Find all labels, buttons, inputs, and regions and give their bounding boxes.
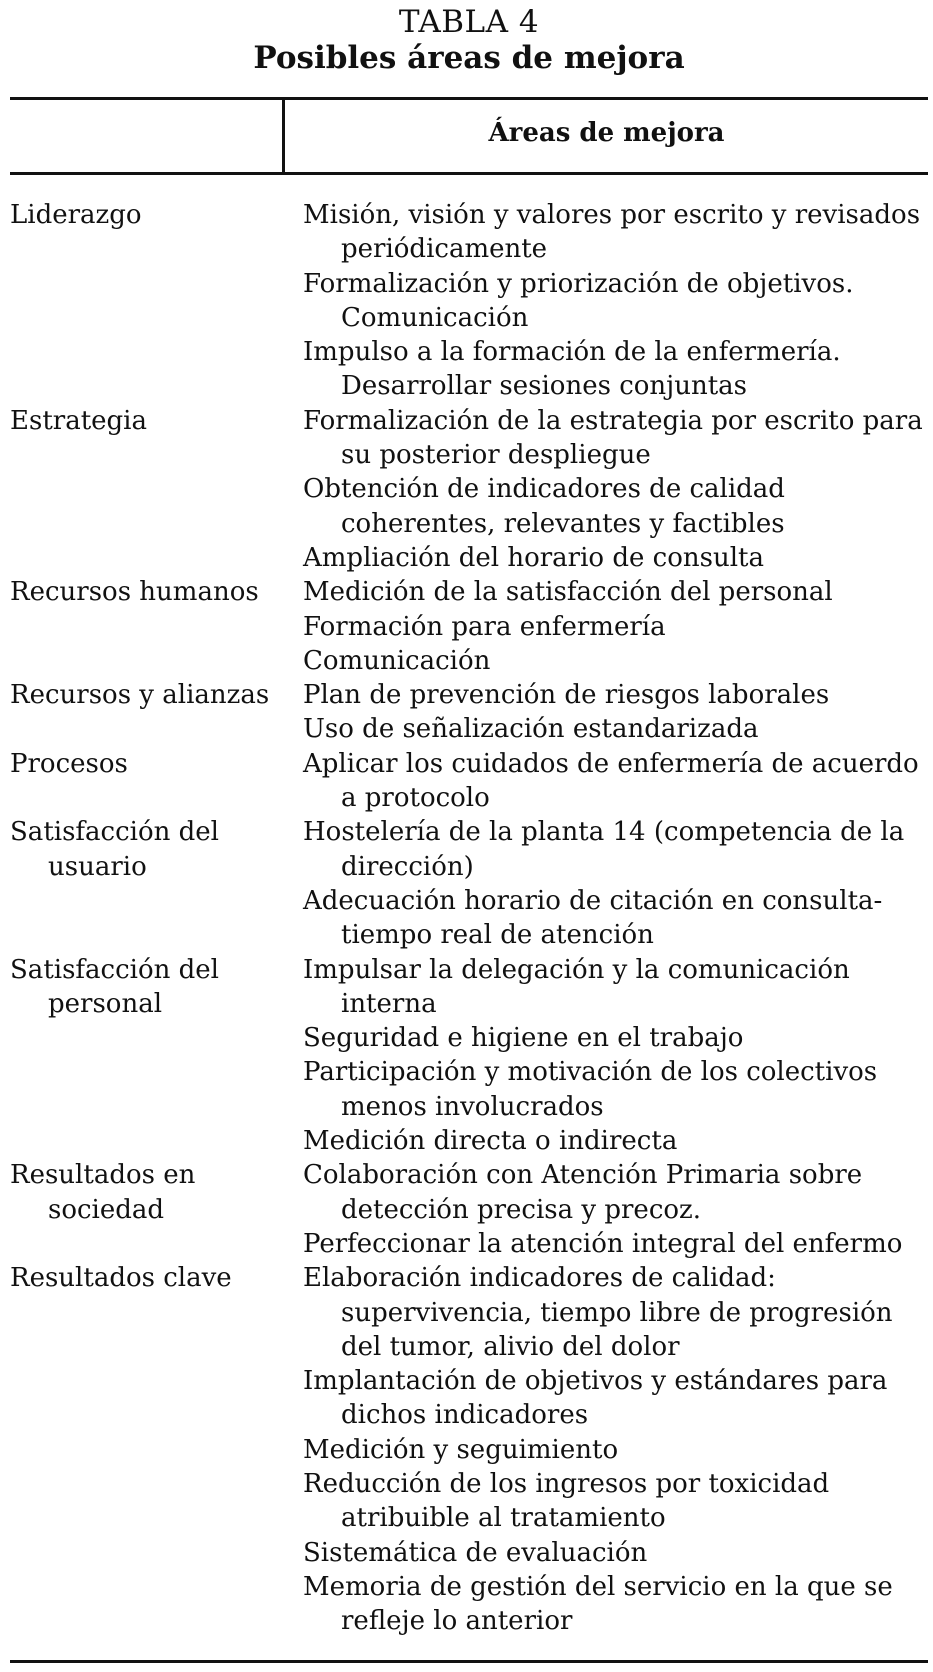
improvement-area-item: Implantación de objetivos y estándares para dichos indicadores — [303, 1366, 888, 1431]
criterion-cell — [10, 1158, 282, 1261]
table-page — [10, 0, 928, 1637]
improvement-area-item: Sistemática de evaluación — [303, 1537, 648, 1568]
criterion-cell — [10, 815, 282, 952]
table-row — [10, 678, 928, 747]
table-header — [10, 100, 928, 172]
improvement-area-item: Impulsar la delegación y la comunicación interna — [303, 954, 850, 1019]
improvement-area-item: Plan de prevención de riesgos laborales — [303, 680, 830, 711]
table-row — [10, 575, 928, 678]
criterion-cell — [10, 575, 282, 678]
improvement-area-item: Participación y motivación de los colectivos menos involucrados — [303, 1057, 878, 1122]
criterion-cell — [10, 404, 282, 575]
table-row — [10, 1158, 928, 1261]
improvement-area-item: Medición directa o indirecta — [303, 1126, 678, 1157]
improvement-areas-cell — [282, 404, 928, 575]
improvement-area-item: Obtención de indicadores de calidad coherentes, relevantes y factibles — [303, 474, 785, 539]
table-row — [10, 815, 928, 952]
criterion-label: Satisfacción del — [10, 817, 219, 848]
table-number: TABLA 4 — [398, 4, 540, 40]
header-rule — [10, 172, 928, 175]
table-body — [10, 198, 928, 1638]
criterion-label: personal — [48, 988, 163, 1019]
criterion-cell — [10, 953, 282, 1159]
improvement-area-item: Comunicación — [303, 645, 491, 676]
improvement-area-item: Misión, visión y valores por escrito y revisados periódicamente — [303, 200, 921, 265]
improvement-area-item: Reducción de los ingresos por toxicidad atribuible al tratamiento — [303, 1468, 830, 1534]
table-row — [10, 747, 928, 816]
improvement-area-item: Formación para enfermería — [303, 611, 666, 642]
improvement-areas-cell — [282, 575, 928, 678]
criterion-label: Liderazgo — [10, 200, 142, 230]
criterion-cell — [10, 1261, 282, 1638]
criterion-label: Resultados en — [10, 1160, 196, 1191]
improvement-areas-cell — [282, 678, 928, 747]
improvement-area-item: Impulso a la formación de la enfermería. Desarrollar sesiones conjuntas — [303, 337, 841, 402]
improvement-area-item: Elaboración indicadores de calidad: supervivencia, tiempo libre de progresión del tumor, alivio del dolor — [303, 1263, 893, 1362]
improvement-area-item: Perfeccionar la atención integral del enfermo — [303, 1228, 903, 1259]
header-areas-de-mejora: Áreas de mejora — [488, 118, 725, 148]
criterion-label: sociedad — [48, 1194, 165, 1225]
criterion-label: Recursos humanos — [10, 577, 259, 608]
table-title: Posibles áreas de mejora — [253, 40, 685, 76]
improvement-area-item: Colaboración con Atención Primaria sobre detección precisa y precoz. — [303, 1160, 863, 1225]
improvement-areas-cell — [282, 747, 928, 816]
improvement-area-item: Medición de la satisfacción del personal — [303, 577, 833, 608]
criterion-cell — [10, 198, 282, 404]
improvement-area-item: Formalización y priorización de objetivos. Comunicación — [303, 268, 854, 333]
improvement-area-item: Hostelería de la planta 14 (competencia de la dirección) — [303, 817, 905, 882]
improvement-area-item: Seguridad e higiene en el trabajo — [303, 1023, 744, 1054]
criterion-label: Procesos — [10, 748, 128, 779]
criterion-label: Estrategia — [10, 405, 147, 436]
table-row — [10, 1261, 928, 1638]
table-caption — [10, 4, 928, 76]
table-row — [10, 404, 928, 575]
improvement-areas-cell — [282, 815, 928, 952]
improvement-area-item: Medición y seguimiento — [303, 1434, 619, 1465]
improvement-areas-cell — [282, 1158, 928, 1261]
bottom-rule — [10, 1660, 928, 1663]
criterion-cell — [10, 678, 282, 747]
criterion-label: Satisfacción del — [10, 954, 219, 985]
improvement-area-item: Formalización de la estrategia por escrito para su posterior despliegue — [303, 405, 923, 471]
criterion-cell — [10, 747, 282, 816]
improvement-areas-cell — [282, 953, 928, 1159]
criterion-label: usuario — [48, 851, 147, 882]
criterion-label: Recursos y alianzas — [10, 680, 270, 711]
table-row — [10, 953, 928, 1159]
improvement-areas-cell — [282, 198, 928, 404]
criterion-label: Resultados clave — [10, 1263, 232, 1294]
table-row — [10, 198, 928, 404]
improvement-areas-cell — [282, 1261, 928, 1638]
improvement-area-item: Uso de señalización estandarizada — [303, 714, 759, 745]
improvement-area-item: Memoria de gestión del servicio en la que se refleje lo anterior — [303, 1571, 893, 1637]
improvement-area-item: Adecuación horario de citación en consulta-tiempo real de atención — [303, 885, 883, 951]
improvement-area-item: Aplicar los cuidados de enfermería de acuerdo a protocolo — [303, 748, 919, 814]
improvement-area-item: Ampliación del horario de consulta — [303, 542, 764, 573]
